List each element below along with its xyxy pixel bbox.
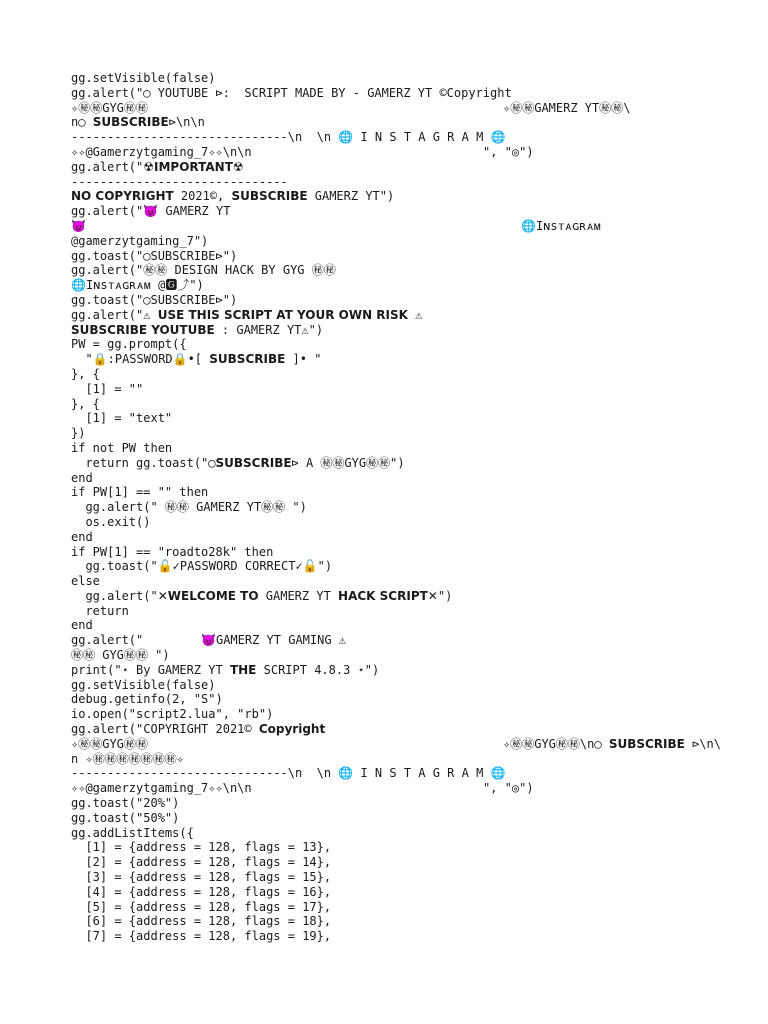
code-text: ------------------------------\n \n 🌐 I N S T A G R A M 🌐 (71, 766, 506, 781)
code-text: SCRIPT 4.8.3 ⋆") (256, 662, 380, 677)
code-line (71, 337, 711, 352)
code-text: if PW[1] == "roadto28k" then (71, 544, 274, 559)
code-line (71, 441, 711, 456)
code-text: ✧㊙㊙GYG㊙㊙ (71, 736, 148, 751)
code-text: end (71, 618, 93, 633)
code-text-bold: NO COPYRIGHT (71, 189, 174, 204)
code-text: gg.setVisible(false) (71, 677, 216, 692)
code-text: @gamerzytgaming_7") (71, 233, 209, 248)
code-text: gg.alert(" (71, 159, 144, 174)
code-line (71, 293, 711, 308)
code-text: 2021©, (173, 189, 232, 204)
code-line (71, 722, 711, 737)
code-text: ⊳\n\n (168, 115, 205, 130)
code-line (71, 692, 711, 707)
code-line (71, 219, 711, 234)
code-line (71, 130, 711, 145)
code-text: [7] = {address = 128, flags = 19}, (71, 929, 332, 944)
code-line (71, 278, 711, 293)
code-text: GAMERZ YT") (307, 189, 395, 204)
code-line (71, 707, 711, 722)
code-text-bold: HACK SCRIPT✕ (338, 588, 438, 603)
code-text: n ✧㊙㊙㊙㊙㊙㊙㊙✧ (71, 751, 184, 766)
code-text: gg.toast("◯SUBSCRIBE⊳") (71, 292, 238, 307)
code-text-bold: Copyright (258, 722, 326, 737)
code-text: gg.toast("50%") (71, 810, 180, 825)
code-line (71, 885, 711, 900)
code-line (71, 456, 711, 471)
code-text: end (71, 470, 93, 485)
code-line (71, 382, 711, 397)
code-text: 🌐Iɴsᴛᴀɢʀᴀᴍ @🅶⤴") (71, 278, 204, 293)
code-line (71, 86, 711, 101)
code-text: gg.alert("◯ YOUTUBE ⊳: SCRIPT MADE BY - GAMERZ YT ©Copyright (71, 85, 512, 100)
code-line (71, 633, 711, 648)
code-text: [5] = {address = 128, flags = 17}, (71, 899, 332, 914)
code-line (71, 796, 711, 811)
code-text: gg.alert("⚠ (71, 307, 158, 322)
code-text: ⊳ A ㊙㊙GYG㊙㊙") (291, 455, 405, 470)
code-line (71, 204, 711, 219)
code-text: ------------------------------\n \n 🌐 I N S T A G R A M 🌐 (71, 130, 506, 145)
code-document (71, 71, 721, 944)
code-line (71, 323, 711, 338)
code-text-bold: SUBSCRIBE (231, 189, 308, 204)
code-line (71, 618, 711, 633)
code-text-bold: SUBSCRIBE (608, 736, 685, 751)
code-text: }, { (71, 366, 100, 381)
code-line (71, 471, 711, 486)
code-line (71, 648, 711, 663)
code-text: }) (71, 426, 86, 441)
code-text-bold: SUBSCRIBE (215, 455, 292, 470)
code-text: [6] = {address = 128, flags = 18}, (71, 914, 332, 929)
code-text: gg.alert(" 😈GAMERZ YT GAMING ⚠ (71, 633, 347, 648)
code-line (71, 160, 711, 175)
code-text: end (71, 529, 93, 544)
code-text: [2] = {address = 128, flags = 14}, (71, 855, 332, 870)
code-text: ]• " (285, 352, 322, 367)
code-line (71, 515, 711, 530)
code-text: 🌐Iɴsᴛᴀɢʀᴀᴍ (521, 218, 601, 233)
code-text: gg.alert("COPYRIGHT 2021© (71, 722, 259, 737)
code-text: ") (437, 588, 453, 603)
code-text-bold: SUBSCRIBE YOUTUBE (71, 322, 215, 337)
code-text: debug.getinfo(2, "S") (71, 692, 223, 707)
code-text: io.open("script2.lua", "rb") (71, 707, 274, 722)
code-line (71, 914, 711, 929)
code-text: if not PW then (71, 440, 173, 455)
code-text: [1] = "" (71, 381, 144, 396)
code-text: if PW[1] == "" then (71, 485, 209, 500)
code-text: print("⋆ By GAMERZ YT (71, 662, 230, 677)
code-text: [1] = "text" (71, 411, 173, 426)
code-line (71, 604, 711, 619)
code-line (71, 678, 711, 693)
code-line (71, 352, 711, 367)
code-text: }, { (71, 396, 100, 411)
code-text: ✧㊙㊙GYG㊙㊙ (71, 100, 148, 115)
code-line (71, 826, 711, 841)
code-text-bold: SUBSCRIBE (92, 115, 169, 130)
code-line (71, 175, 711, 190)
code-line (71, 263, 711, 278)
code-text: gg.alert(" ㊙㊙ GAMERZ YT㊙㊙ ") (71, 500, 307, 515)
code-line (71, 530, 711, 545)
code-text-bold: ✕WELCOME TO (157, 588, 259, 603)
code-text: GAMERZ YT (258, 588, 339, 603)
code-line (71, 308, 711, 323)
code-line (71, 736, 721, 752)
code-line (71, 589, 711, 604)
code-line (71, 929, 711, 944)
code-text: ✧✧@Gamerzytgaming_7✧✧\n\n (71, 144, 252, 159)
code-text-bold: THE (229, 662, 257, 677)
code-line (71, 781, 711, 796)
code-text-bold: SUBSCRIBE (209, 352, 286, 367)
code-text: return gg.toast("◯ (71, 455, 216, 470)
code-line (71, 367, 711, 382)
code-text: PW = gg.prompt({ (71, 337, 187, 352)
code-line (71, 145, 711, 160)
code-line (71, 411, 711, 426)
code-text: ✧㊙㊙GAMERZ YT㊙㊙\ (503, 100, 631, 115)
code-line (71, 115, 711, 130)
code-text: ⚠ (407, 307, 423, 322)
code-line (71, 426, 711, 441)
code-text: ------------------------------ (71, 174, 288, 189)
code-text: "🔒:PASSWORD🔒•[ (71, 352, 210, 367)
code-text-bold: USE THIS SCRIPT AT YOUR OWN RISK (157, 307, 408, 322)
code-text: ⊳\n\ (684, 736, 721, 751)
code-line (71, 189, 711, 204)
code-text: gg.alert("😈 GAMERZ YT (71, 204, 231, 219)
code-text: ㊙㊙ GYG㊙㊙ ") (71, 648, 170, 663)
code-text: gg.addListItems({ (71, 825, 194, 840)
code-line (71, 766, 711, 781)
code-text: [4] = {address = 128, flags = 16}, (71, 884, 332, 899)
code-text: gg.toast("20%") (71, 796, 180, 811)
code-text: ", "◎") (483, 781, 534, 796)
code-text: os.exit() (71, 514, 151, 529)
code-text: ✧㊙㊙GYG㊙㊙\n◯ (503, 736, 609, 751)
code-line (71, 249, 711, 264)
code-text: ✧✧@gamerzytgaming_7✧✧\n\n (71, 781, 252, 796)
code-line (71, 500, 711, 515)
code-line (71, 870, 711, 885)
code-text: gg.alert(" (71, 588, 158, 603)
code-text-bold: ☢IMPORTANT☢ (143, 159, 244, 174)
code-line (71, 397, 711, 412)
code-text: gg.alert("㊙㊙ DESIGN HACK BY GYG ㊙㊙ (71, 263, 336, 278)
code-line (71, 752, 711, 767)
code-text: gg.setVisible(false) (71, 71, 216, 85)
code-line (71, 485, 711, 500)
code-line (71, 811, 711, 826)
code-text: ", "◎") (483, 144, 534, 159)
code-text: else (71, 574, 100, 589)
code-line (71, 101, 711, 116)
code-text: return (71, 603, 129, 618)
code-text: [1] = {address = 128, flags = 13}, (71, 840, 332, 855)
code-line (71, 234, 711, 249)
code-text: [3] = {address = 128, flags = 15}, (71, 870, 332, 885)
code-line (71, 574, 711, 589)
code-line (71, 663, 711, 678)
code-text: 😈 (71, 218, 86, 233)
code-line (71, 855, 711, 870)
code-line (71, 559, 711, 574)
code-text: : GAMERZ YT⚠") (214, 322, 324, 337)
code-line (71, 840, 711, 855)
code-text: gg.toast("◯SUBSCRIBE⊳") (71, 248, 238, 263)
code-text: n◯ (71, 115, 93, 130)
code-line (71, 900, 711, 915)
code-line (71, 71, 711, 86)
code-text: gg.toast("🔓✓PASSWORD CORRECT✓🔓") (71, 559, 333, 574)
code-line (71, 545, 711, 560)
